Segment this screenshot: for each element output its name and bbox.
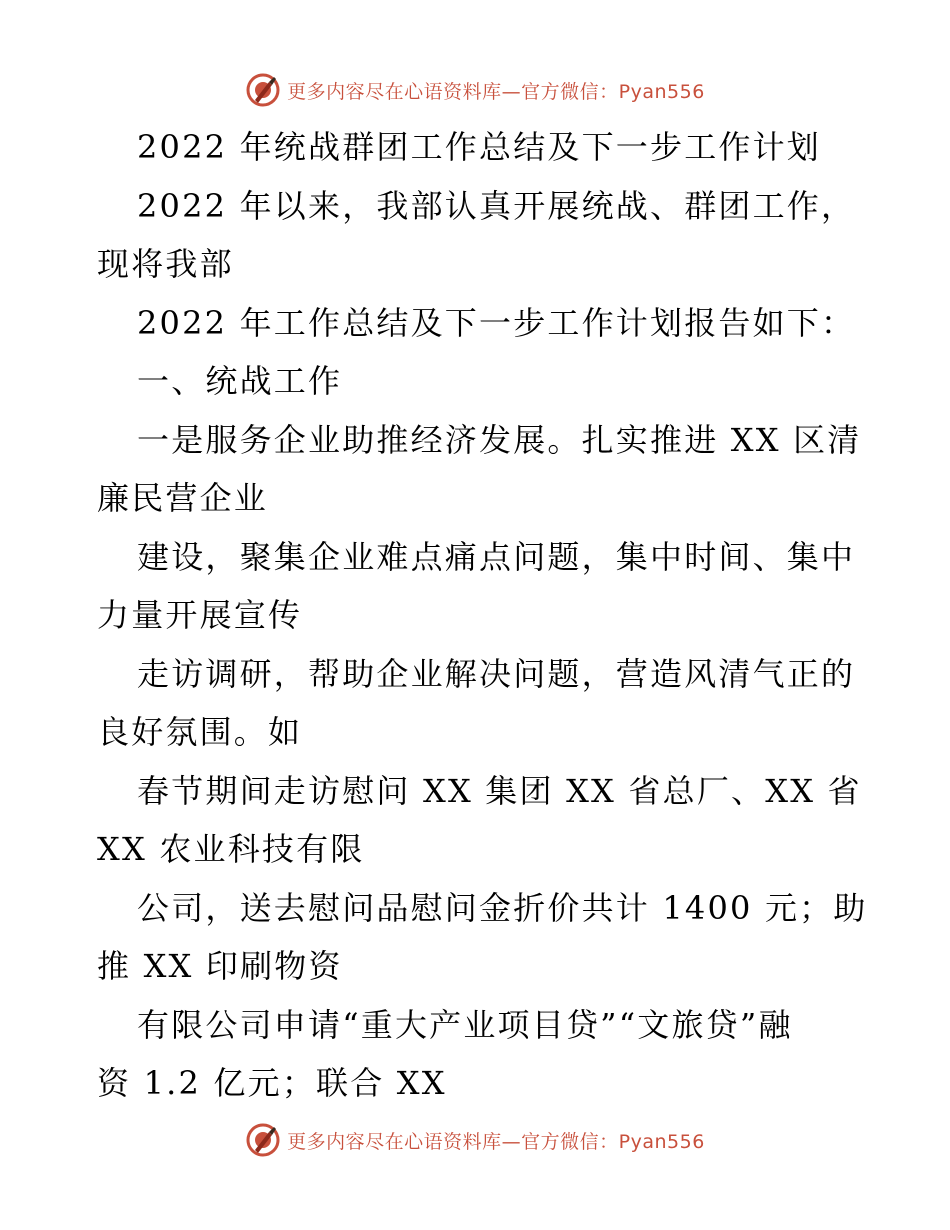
header-banner [0, 68, 950, 112]
text-line: 一是服务企业助推经济发展。扎实推进 XX 区清 [137, 420, 862, 459]
text-line: 推 XX 印刷物资 [97, 947, 343, 985]
text-line: 2022 年工作总结及下一步工作计划报告如下： [137, 303, 856, 342]
text-line: 春节期间走访慰问 XX 集团 XX 省总厂、XX 省 [137, 771, 862, 810]
text-line: 走访调研，帮助企业解决问题，营造风清气正的 [137, 654, 856, 693]
document-body [97, 118, 868, 1113]
text-line: 良好氛围。如 [97, 713, 303, 751]
text-line: 一、统战工作 [137, 362, 343, 400]
text-line: 建设，聚集企业难点痛点问题，集中时间、集中 [137, 537, 856, 576]
text-line: 2022 年以来，我部认真开展统战、群团工作， [137, 186, 856, 225]
text-line: 资 1.2 亿元；联合 XX [97, 1064, 447, 1102]
text-line: 有限公司申请“重大产业项目贷”“文旅贷”融 [137, 1005, 793, 1044]
pen-nib-logo-icon [245, 1122, 281, 1158]
banner-text: 更多内容尽在心语资料库—官方微信：Pyan556 [287, 80, 705, 103]
text-line: 廉民营企业 [97, 479, 269, 517]
footer-banner [0, 1118, 950, 1162]
text-line: 公司，送去慰问品慰问金折价共计 1400 元；助 [137, 888, 868, 927]
text-line: XX 农业科技有限 [97, 830, 365, 868]
pen-nib-logo-icon [245, 72, 281, 108]
banner-text: 更多内容尽在心语资料库—官方微信：Pyan556 [287, 1130, 705, 1153]
text-line: 2022 年统战群团工作总结及下一步工作计划 [137, 128, 822, 166]
text-line: 现将我部 [97, 245, 234, 283]
text-line: 力量开展宣传 [97, 596, 303, 634]
